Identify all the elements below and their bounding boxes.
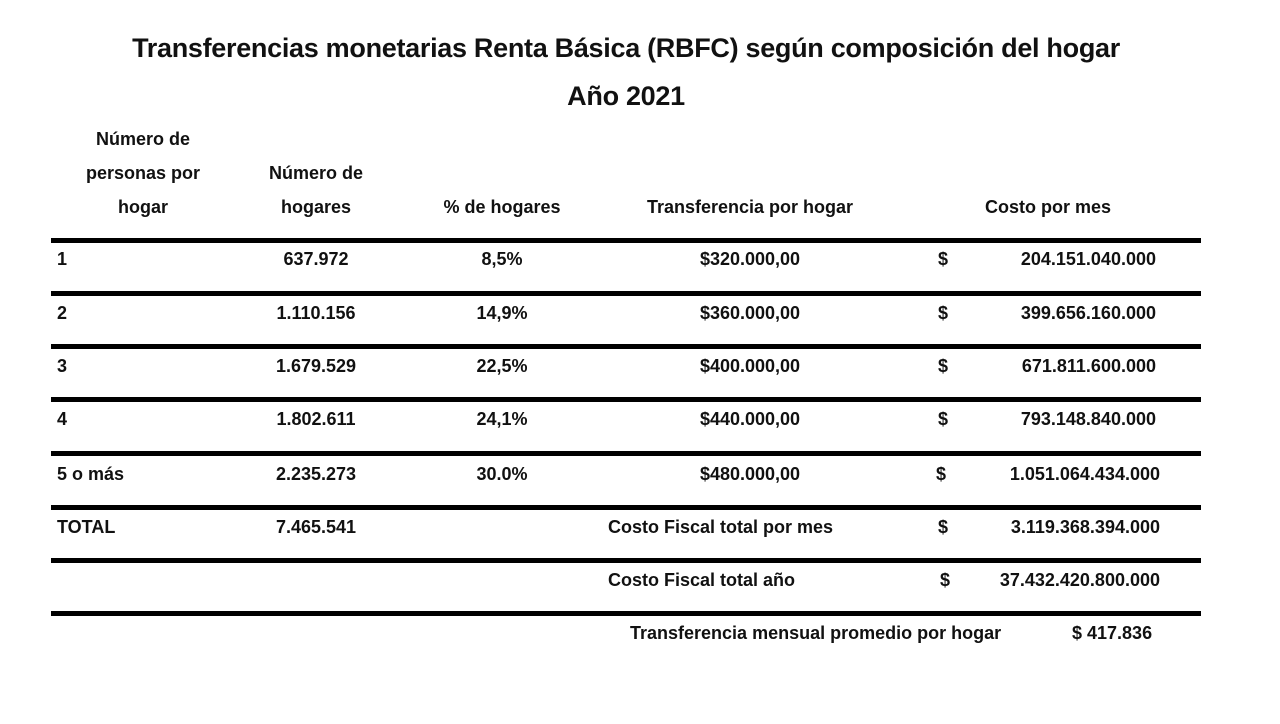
header-costo-mes: Costo por mes: [984, 197, 1112, 217]
cell-currency: $: [938, 517, 949, 537]
cell-transferencia: $480.000,00: [699, 464, 801, 484]
cell-costo: 1.051.064.434.000: [1009, 464, 1160, 484]
row-divider: [51, 291, 1201, 296]
cell-currency: $: [936, 464, 947, 484]
cell-hogares: 1.802.611: [276, 409, 356, 429]
cell-pct: 30.0%: [476, 464, 528, 484]
cell-transferencia: $320.000,00: [699, 249, 801, 269]
costo-fiscal-mes-value: 3.119.368.394.000: [1010, 517, 1160, 537]
costo-fiscal-mes-label: Costo Fiscal total por mes: [608, 517, 834, 537]
cell-currency: $: [938, 303, 949, 323]
cell-hogares: 637.972: [283, 249, 349, 269]
cell-pct: 14,9%: [476, 303, 528, 323]
row-divider: [51, 611, 1201, 616]
total-hogares: 7.465.541: [275, 517, 357, 537]
cell-personas: 1: [57, 249, 68, 269]
cell-currency: $: [940, 570, 951, 590]
cell-hogares: 2.235.273: [275, 464, 357, 484]
cell-transferencia: $440.000,00: [699, 409, 801, 429]
cell-costo: 399.656.160.000: [1020, 303, 1156, 323]
cell-transferencia: $400.000,00: [699, 356, 801, 376]
header-transferencia: Transferencia por hogar: [646, 197, 854, 217]
row-divider: [51, 505, 1201, 510]
table-title: Transferencias monetarias Renta Básica (RBFC) según composición del hogar: [132, 33, 1120, 63]
cell-currency: $: [938, 249, 949, 269]
cell-pct: 8,5%: [481, 249, 523, 269]
cell-hogares: 1.110.156: [276, 303, 356, 323]
costo-fiscal-anio-value: 37.432.420.800.000: [999, 570, 1160, 590]
cell-pct: 22,5%: [476, 356, 528, 376]
cell-personas: 4: [57, 409, 68, 429]
cell-personas: 2: [57, 303, 68, 323]
costo-fiscal-anio-label: Costo Fiscal total año: [608, 570, 796, 590]
cell-pct: 24,1%: [476, 409, 528, 429]
promedio-label: Transferencia mensual promedio por hogar: [630, 623, 1002, 643]
promedio-value: $ 417.836: [1072, 623, 1153, 643]
table-subtitle-year: Año 2021: [567, 81, 685, 111]
cell-personas: 5 o más: [57, 464, 125, 484]
row-divider: [51, 451, 1201, 456]
cell-currency: $: [938, 356, 949, 376]
cell-costo: 204.151.040.000: [1020, 249, 1156, 269]
header-personas-por-hogar: Número de personas por hogar: [85, 129, 201, 217]
row-divider: [51, 238, 1201, 243]
cell-currency: $: [938, 409, 949, 429]
cell-transferencia: $360.000,00: [699, 303, 801, 323]
cell-hogares: 1.679.529: [275, 356, 357, 376]
row-divider: [51, 397, 1201, 402]
cell-personas: 3: [57, 356, 68, 376]
row-divider: [51, 344, 1201, 349]
row-divider: [51, 558, 1201, 563]
header-numero-hogares: Número de hogares: [268, 163, 364, 217]
cell-costo: 671.811.600.000: [1021, 356, 1156, 376]
total-label: TOTAL: [57, 517, 116, 537]
cell-costo: 793.148.840.000: [1020, 409, 1156, 429]
header-pct-hogares: % de hogares: [443, 197, 561, 217]
